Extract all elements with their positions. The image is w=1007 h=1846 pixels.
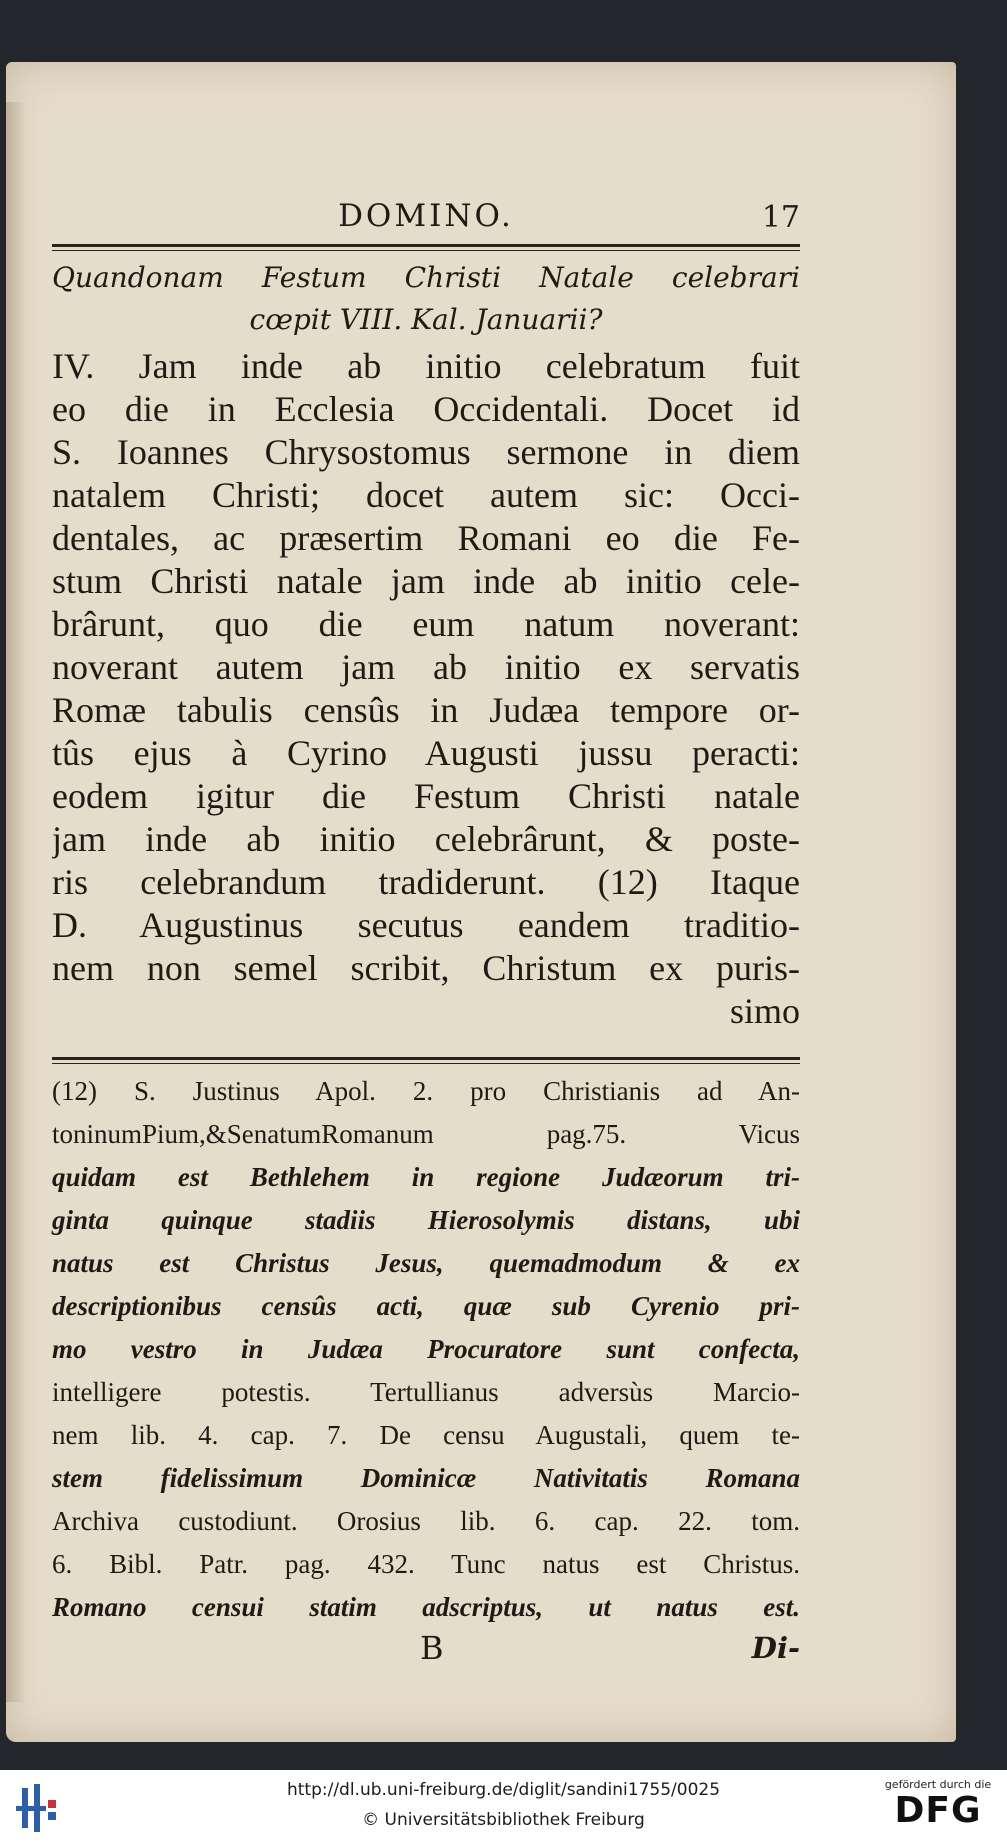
- header-rule: [52, 244, 800, 247]
- footnote-line: mo vestro in Judæa Procuratore sunt confecta,: [52, 1334, 800, 1364]
- footnote-line: quidam est Bethlehem in regione Judæorum tri-: [52, 1162, 800, 1192]
- signature-line: [52, 1629, 800, 1675]
- body-line: D. Augustinus secutus eandem traditio-: [52, 905, 800, 945]
- header-rule-thin: [52, 250, 800, 251]
- catchword: Di-: [751, 1631, 800, 1665]
- body-line: simo: [729, 991, 800, 1031]
- body-line: jam inde ab initio celebrârunt, & poste-: [52, 819, 800, 859]
- footnote-line: Romano censui statim adscriptus, ut natus est.: [52, 1592, 800, 1622]
- signature-mark: B: [420, 1629, 444, 1667]
- footnote-rule: [52, 1057, 800, 1060]
- body-text: [52, 345, 800, 1045]
- body-line: nem non semel scribit, Christum ex puris-: [52, 948, 800, 988]
- footnote-line: (12) S. Justinus Apol. 2. pro Christianis ad An-: [52, 1076, 800, 1106]
- footnote-line: 6. Bibl. Patr. pag. 432. Tunc natus est Christus.: [52, 1549, 800, 1579]
- funder-credit: [879, 1778, 997, 1831]
- heading-line: cœpit VIII. Kal. Januarii?: [249, 303, 603, 336]
- permalink-url[interactable]: http://dl.ub.uni-freiburg.de/diglit/sandini1755/0025: [286, 1780, 721, 1800]
- body-line: Romæ tabulis censûs in Judæa tempore or-: [52, 690, 800, 730]
- body-line: ris celebrandum tradiderunt. (12) Itaque: [52, 862, 800, 902]
- running-title: DOMINO.: [338, 198, 514, 234]
- viewer-footer: [0, 1770, 1007, 1846]
- footnote-line: intelligere potestis. Tertullianus adversùs Marcio-: [52, 1377, 800, 1407]
- footnote-line: toninumPium,&SenatumRomanum pag.75. Vicus: [52, 1119, 800, 1149]
- body-line: S. Ioannes Chrysostomus sermone in diem: [52, 432, 800, 472]
- footnote-rule-thin: [52, 1063, 800, 1064]
- footnote-line: descriptionibus censûs acti, quæ sub Cyrenio pri-: [52, 1291, 800, 1321]
- footnote-line: nem lib. 4. cap. 7. De censu Augustali, quem te-: [52, 1420, 800, 1450]
- body-line: brârunt, quo die eum natum noverant:: [52, 604, 800, 644]
- body-line: eodem igitur die Festum Christi natale: [52, 776, 800, 816]
- running-head: [52, 192, 800, 240]
- footnote-line: Archiva custodiunt. Orosius lib. 6. cap. 22. tom.: [52, 1506, 800, 1536]
- dfg-logo: DFG: [894, 1790, 982, 1831]
- body-line: natalem Christi; docet autem sic: Occi-: [52, 475, 800, 515]
- footnotes: [52, 1070, 800, 1629]
- page-gutter-shadow: [6, 102, 24, 1702]
- body-line: noverant autem jam ab initio ex servatis: [52, 647, 800, 687]
- page-number: 17: [761, 200, 800, 235]
- body-line: dentales, ac præsertim Romani eo die Fe-: [52, 518, 800, 558]
- heading-line: Quandonam Festum Christi Natale celebrari: [52, 261, 800, 294]
- body-line: eo die in Ecclesia Occidentali. Docet id: [52, 389, 800, 429]
- copyright-notice: © Universitätsbibliothek Freiburg: [362, 1810, 645, 1830]
- footnote-line: ginta quinque stadiis Hierosolymis distans, ubi: [52, 1205, 800, 1235]
- page-content: [52, 192, 800, 1675]
- body-line: IV. Jam inde ab initio celebratum fuit: [52, 346, 800, 386]
- book-page: [6, 62, 956, 1742]
- funder-note: gefördert durch die: [884, 1778, 992, 1791]
- body-line: stum Christi natale jam inde ab initio cele-: [52, 561, 800, 601]
- footnote-line: stem fidelissimum Dominicæ Nativitatis Romana: [52, 1463, 800, 1493]
- section-heading: [52, 257, 800, 341]
- footnote-line: natus est Christus Jesus, quemadmodum & ex: [52, 1248, 800, 1278]
- body-line: tûs ejus à Cyrino Augusti jussu peracti:: [52, 733, 800, 773]
